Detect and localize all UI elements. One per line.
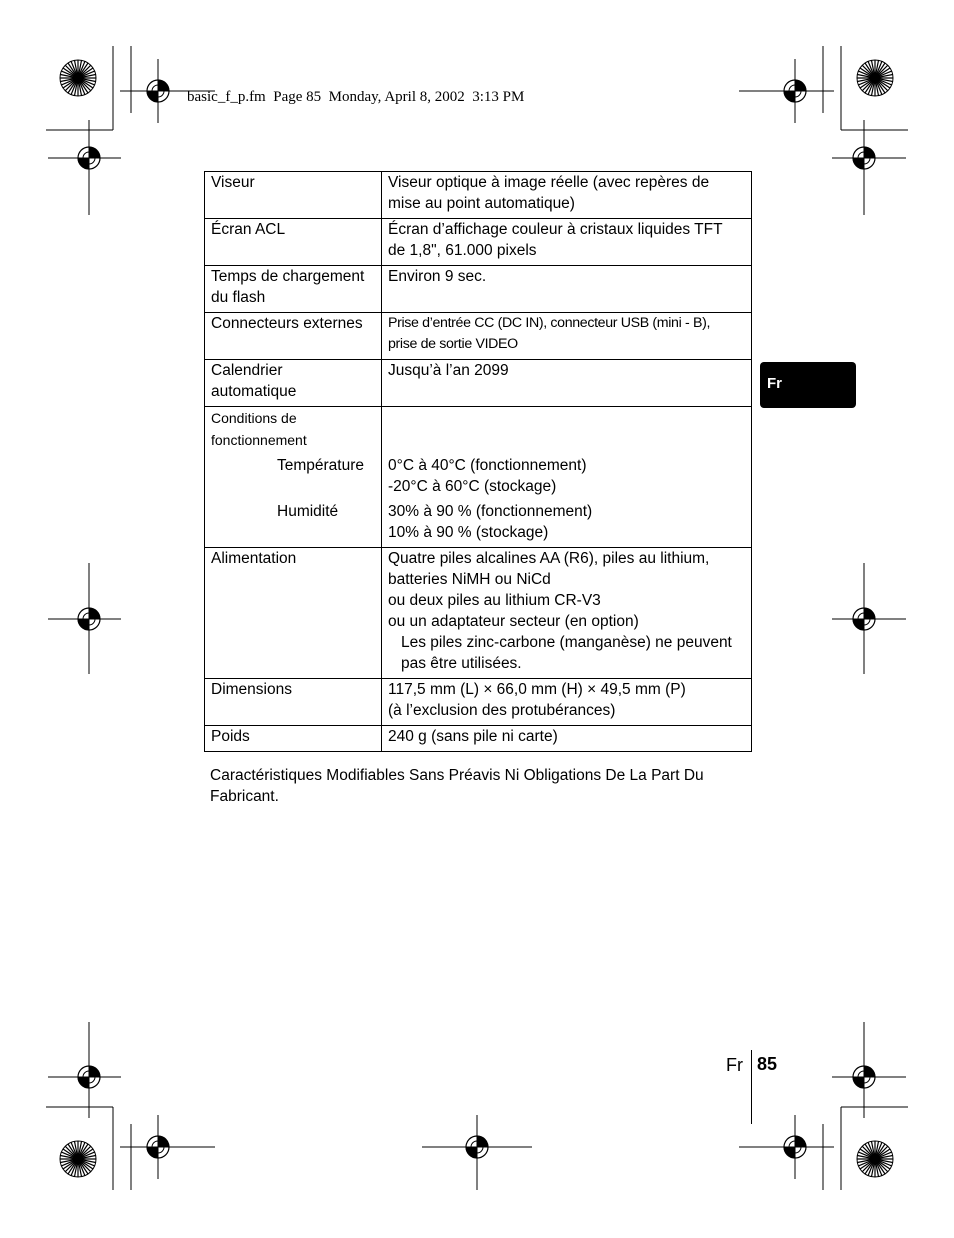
- spec-label-line: automatique: [211, 383, 297, 400]
- table-row: [205, 726, 752, 752]
- spec-value: [382, 407, 752, 548]
- spec-label-line: du flash: [211, 289, 266, 306]
- spec-sublabel: Humidité: [277, 503, 339, 520]
- spec-value-line: de 1,8", 61.000 pixels: [388, 242, 537, 259]
- spec-value-line: ou un adaptateur secteur (en option): [388, 613, 639, 630]
- spec-label-line: Conditions de: [211, 410, 297, 426]
- spec-value-line: batteries NiMH ou NiCd: [388, 571, 551, 588]
- spec-value: [382, 679, 752, 726]
- spec-note-line: Les piles zinc-carbone (manganèse) ne peuvent: [401, 634, 732, 651]
- page-language: Fr: [726, 1055, 743, 1075]
- spec-label: Écran ACL: [205, 219, 382, 266]
- disclaimer-note: [210, 765, 750, 807]
- table-row: [205, 407, 752, 548]
- table-row: [205, 360, 752, 407]
- spec-value: Environ 9 sec.: [382, 266, 752, 313]
- disclaimer-line: Fabricant.: [210, 788, 279, 805]
- spec-value-line: Quatre piles alcalines AA (R6), piles au lithium,: [388, 550, 710, 567]
- spec-value-line: ou deux piles au lithium CR-V3: [388, 592, 601, 609]
- spec-value-line: 0°C à 40°C (fonctionnement): [388, 457, 587, 474]
- spec-value: 240 g (sans pile ni carte): [382, 726, 752, 752]
- spec-label: [205, 407, 382, 548]
- spec-label: [205, 266, 382, 313]
- spec-value: [382, 313, 752, 360]
- spec-value: Jusqu’à l’an 2099: [382, 360, 752, 407]
- spec-value: [382, 172, 752, 219]
- table-row: [205, 266, 752, 313]
- spec-sublabel: Température: [277, 457, 365, 474]
- spec-note-line: pas être utilisées.: [401, 655, 522, 672]
- spec-label-line: Calendrier: [211, 362, 283, 379]
- table-row: [205, 679, 752, 726]
- spec-value: [382, 219, 752, 266]
- spec-value-line: -20°C à 60°C (stockage): [388, 478, 557, 495]
- spec-value-line: Prise d’entrée CC (DC IN), connecteur USB (mini - B),: [388, 315, 711, 331]
- page-number: 85: [757, 1054, 778, 1074]
- spec-value-line: Viseur optique à image réelle (avec repères de: [388, 174, 710, 191]
- spec-label: Viseur: [205, 172, 382, 219]
- spec-label: Dimensions: [205, 679, 382, 726]
- spec-value: [382, 548, 752, 679]
- language-tab: [760, 362, 856, 408]
- table-row: [205, 172, 752, 219]
- specifications-table: [204, 171, 752, 752]
- spec-value-line: 30% à 90 % (fonctionnement): [388, 503, 593, 520]
- spec-label: Poids: [205, 726, 382, 752]
- spec-label: Connecteurs externes: [205, 313, 382, 360]
- disclaimer-line: Caractéristiques Modifiables Sans Préavis Ni Obligations De La Part Du: [210, 767, 704, 784]
- spec-label: [205, 360, 382, 407]
- file-header: basic_f_p.fm Page 85 Monday, April 8, 2002 3:13 PM: [187, 89, 525, 105]
- spec-label: Alimentation: [205, 548, 382, 679]
- spec-value-line: Écran d’affichage couleur à cristaux liquides TFT: [388, 221, 723, 238]
- spec-label-line: fonctionnement: [211, 432, 307, 448]
- table-row: [205, 548, 752, 679]
- spec-value-line: (à l’exclusion des protubérances): [388, 702, 616, 719]
- spec-value-line: prise de sortie VIDEO: [388, 336, 518, 352]
- spec-value-line: mise au point automatique): [388, 195, 575, 212]
- page-number-divider: [751, 1050, 752, 1124]
- language-tab-label: Fr: [767, 375, 782, 392]
- table-row: [205, 313, 752, 360]
- spec-value-line: 117,5 mm (L) × 66,0 mm (H) × 49,5 mm (P): [388, 681, 686, 698]
- spec-value-line: 10% à 90 % (stockage): [388, 524, 549, 541]
- spec-label-line: Temps de chargement: [211, 268, 365, 285]
- table-row: [205, 219, 752, 266]
